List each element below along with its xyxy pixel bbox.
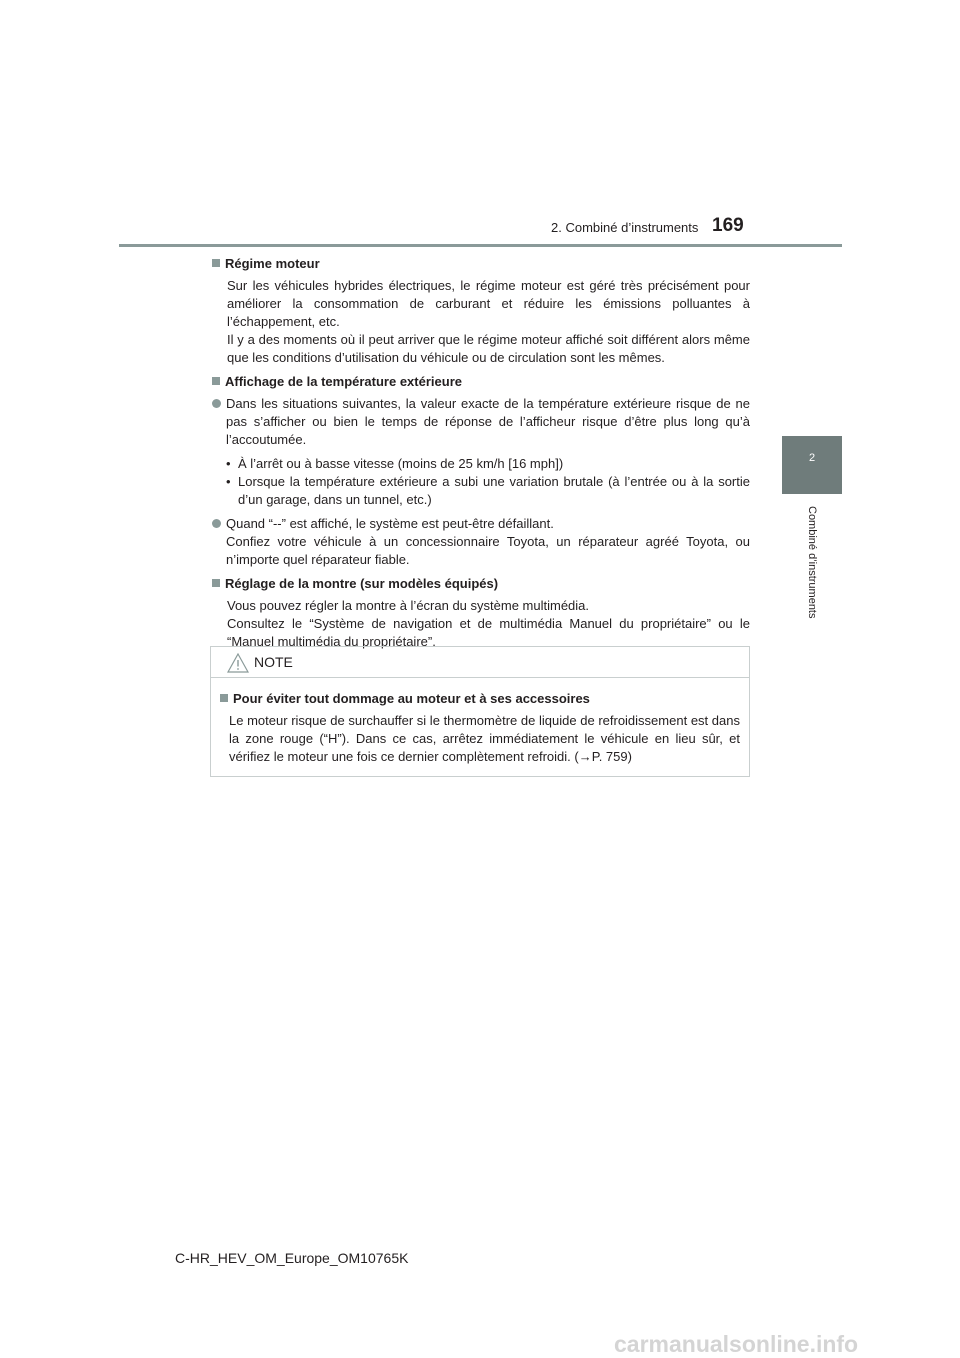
warning-triangle-icon	[227, 653, 249, 673]
chapter-tab-number: 2	[808, 452, 816, 464]
section-heading: Réglage de la montre (sur modèles équipés)	[212, 575, 750, 593]
note-title: NOTE	[254, 654, 293, 670]
sub-list	[226, 455, 750, 509]
section-clock-setting	[212, 575, 750, 651]
round-bullet-icon	[212, 399, 221, 408]
list-item	[212, 515, 750, 569]
square-bullet-icon	[220, 694, 228, 702]
note-header	[211, 647, 749, 678]
watermark: carmanualsonline.info	[614, 1331, 859, 1357]
note-text: Le moteur risque de surchauffer si le thermomètre de liquide de refroidissement est dans la zone rouge (“H”). Dans ce cas, arrêtez immédiatement le véhicule en lieu sûr, et vérifiez le moteur une fois ce dernier complètement refroidi. (→P. 759)	[229, 713, 740, 764]
section-engine-speed	[212, 255, 750, 367]
paragraph: Il y a des moments où il peut arriver que le régime moteur affiché soit différent alors même que les conditions d’utilisation du véhicule ou de circulation sont les mêmes.	[227, 332, 750, 365]
chapter-tab-label: Combiné d’instruments	[806, 506, 818, 619]
list-item-text: Dans les situations suivantes, la valeur exacte de la température extérieure risque de ne pas s’afficher ou bien le temps de réponse de l’afficheur risque d’être plus long qu’à l’accoutumée.	[226, 396, 750, 447]
section-heading: Régime moteur	[212, 255, 750, 273]
note-box	[210, 646, 750, 777]
section-heading: Affichage de la température extérieure	[212, 373, 750, 391]
page-content	[212, 255, 750, 657]
sub-list-item: • Lorsque la température extérieure a subi une variation brutale (à l’entrée ou à la sortie d’un garage, dans un tunnel, etc.)	[226, 474, 750, 507]
square-bullet-icon	[212, 259, 220, 267]
note-content	[211, 678, 749, 766]
paragraph: Consultez le “Système de navigation et de multimédia Manuel du propriétaire” ou le “Manuel multimédia du propriétaire”.	[227, 616, 750, 649]
chapter-tab	[782, 436, 842, 494]
list-item-text: Quand “--” est affiché, le système est peut-être défaillant.	[226, 516, 554, 531]
section-outside-temperature	[212, 373, 750, 569]
running-header-title: 2. Combiné d’instruments	[551, 220, 699, 235]
page-number: 169	[712, 215, 744, 236]
square-bullet-icon	[212, 579, 220, 587]
paragraph: Sur les véhicules hybrides électriques, le régime moteur est géré très précisément pour améliorer la consommation de carburant et réduire les émissions polluantes à l’échappement, etc.	[227, 278, 750, 329]
square-bullet-icon	[212, 377, 220, 385]
list-item	[212, 395, 750, 511]
note-heading: Pour éviter tout dommage au moteur et à ses accessoires	[220, 690, 740, 708]
list-item-text: Confiez votre véhicule à un concessionnaire Toyota, un réparateur agréé Toyota, ou n’importe quel réparateur fiable.	[226, 534, 750, 567]
header-rule	[119, 244, 842, 247]
sub-list-item: • À l’arrêt ou à basse vitesse (moins de 25 km/h [16 mph])	[226, 456, 564, 471]
document-code: C-HR_HEV_OM_Europe_OM10765K	[175, 1250, 409, 1266]
paragraph: Vous pouvez régler la montre à l’écran du système multimédia.	[227, 598, 590, 613]
round-bullet-icon	[212, 519, 221, 528]
